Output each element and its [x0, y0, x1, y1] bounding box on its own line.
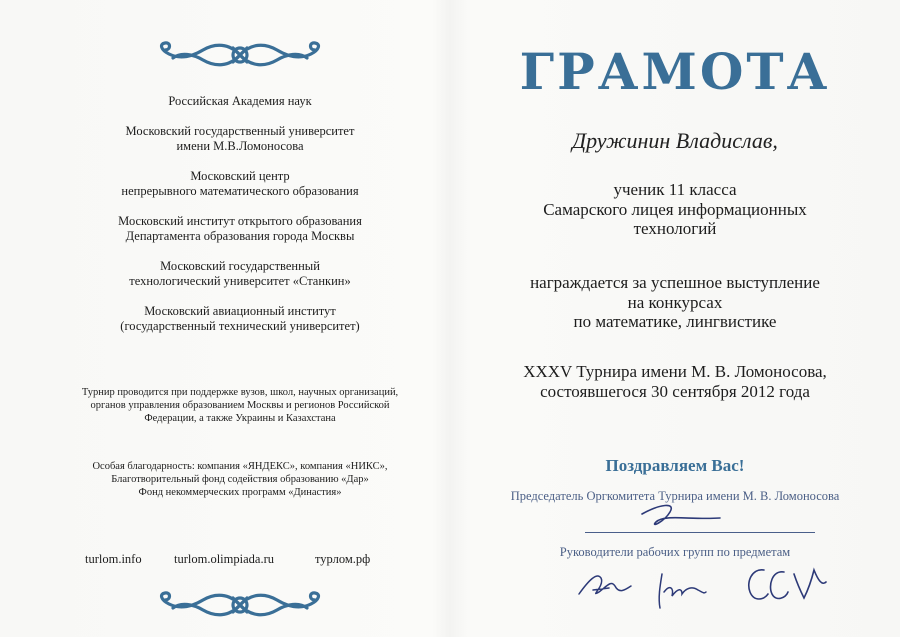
organization-line: технологический университет «Станкин»: [129, 274, 351, 288]
leader-signature-2-icon: [652, 570, 708, 612]
thanks-note: [40, 460, 440, 499]
link-turlom-rf[interactable]: турлом.рф: [315, 552, 371, 566]
organization-line: Московский авиационный институт: [144, 303, 336, 318]
organization-line: Российская Академия наук: [168, 94, 312, 108]
organization: [40, 259, 440, 290]
organization: [40, 124, 440, 155]
tournament-line: состоявшегося 30 сентября 2012 года: [540, 381, 810, 401]
top-ornament-icon: [145, 38, 335, 72]
student-line: технологий: [633, 219, 717, 238]
leader-signature-1-icon: [575, 568, 635, 608]
tournament-text: [470, 362, 880, 401]
organization-line: Московский государственный: [160, 258, 320, 273]
organization: [40, 214, 440, 245]
thanks-line: Фонд некоммерческих программ «Династия»: [138, 487, 342, 498]
organization: [40, 169, 440, 200]
link-turlom-olimpiada[interactable]: turlom.olimpiada.ru: [174, 552, 274, 566]
student-line: ученик 11 класса: [613, 180, 737, 199]
thanks-line: Благотворительный фонд содействия образованию «Дар»: [111, 474, 369, 485]
organization: [40, 304, 440, 335]
student-line: Самарского лицея информационных: [543, 199, 807, 219]
congratulations-text: Поздравляем Вас!: [605, 456, 745, 475]
award-line: по математике, лингвистике: [573, 312, 777, 331]
student-info: [470, 180, 880, 239]
organization-line: Департамента образования города Москвы: [125, 229, 355, 243]
chairman-signature-icon: [620, 500, 740, 534]
support-note: [40, 386, 440, 425]
award-text: [470, 273, 880, 332]
chairman-signature-line: [585, 532, 815, 533]
award-line: на конкурсах: [627, 292, 723, 312]
organization: [40, 94, 440, 110]
organization-line: (государственный технический университет): [120, 319, 360, 333]
left-panel: [40, 0, 440, 637]
support-line: Федерации, а также Украины и Казахстана: [144, 413, 336, 424]
thanks-line: Особая благодарность: компания «ЯНДЕКС», компания «НИКС»,: [92, 461, 388, 472]
organization-line: Московский институт открытого образования: [118, 213, 362, 228]
certificate-title: ГРАМОТА: [519, 42, 831, 101]
tournament-line: XXXV Турнира имени М. В. Ломоносова,: [523, 362, 827, 381]
organizations-list: [40, 94, 440, 349]
organization-line: имени М.В.Ломоносова: [176, 139, 304, 153]
bottom-ornament-icon: [145, 588, 335, 622]
recipient-name: Дружинин Владислав,: [572, 128, 778, 153]
organization-line: Московский государственный университет: [125, 123, 355, 138]
link-turlom-info[interactable]: turlom.info: [85, 552, 142, 566]
organization-line: непрерывного математического образования: [121, 184, 359, 198]
organization-line: Московский центр: [190, 168, 290, 183]
award-line: награждается за успешное выступление: [530, 273, 820, 292]
support-line: органов управления образованием Москвы и регионов Российской: [90, 400, 390, 411]
leader-signature-3-icon: [742, 562, 832, 608]
right-panel: [470, 0, 880, 637]
support-line: Турнир проводится при поддержке вузов, школ, научных организаций,: [81, 387, 399, 398]
group-leaders-label: Руководители рабочих групп по предметам: [559, 545, 791, 559]
chairman-label: Председатель Оргкомитета Турнира имени М. В. Ломоносова: [510, 489, 840, 503]
